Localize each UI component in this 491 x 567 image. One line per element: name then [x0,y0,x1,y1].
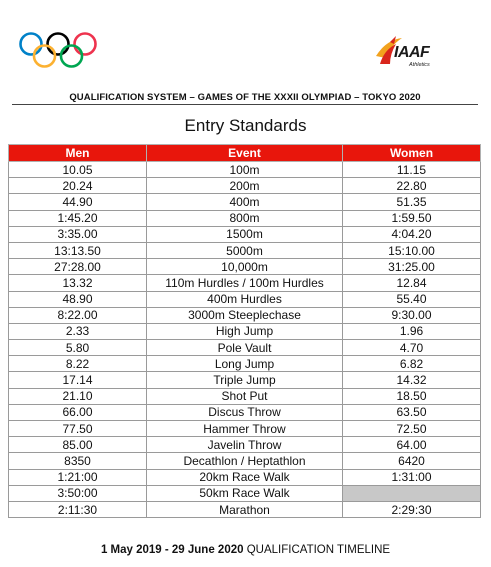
table-row [9,162,481,178]
event-name-cell: 50km Race Walk [147,485,343,501]
table-header-row [9,145,481,162]
qualification-heading-text: QUALIFICATION SYSTEM – GAMES OF THE XXXII OLYMPIAD – TOKYO 2020 [69,92,421,103]
men-standard-cell: 13.32 [9,275,147,291]
women-standard-cell: 64.00 [343,437,481,453]
men-standard-cell: 1:45.20 [9,210,147,226]
event-name-cell: 3000m Steeplechase [147,307,343,323]
column-header-men: Men [9,145,147,162]
men-standard-cell: 1:21:00 [9,469,147,485]
table-row [9,226,481,242]
women-standard-cell: 2:29:30 [343,501,481,517]
women-standard-cell: 1:59.50 [343,210,481,226]
women-standard-cell: 31:25.00 [343,259,481,275]
women-standard-cell: 18.50 [343,388,481,404]
men-standard-cell: 44.90 [9,194,147,210]
men-standard-cell: 2.33 [9,323,147,339]
table-row [9,291,481,307]
men-standard-cell: 21.10 [9,388,147,404]
men-standard-cell: 2:11:30 [9,501,147,517]
women-standard-cell: 63.50 [343,404,481,420]
men-standard-cell: 3:35.00 [9,226,147,242]
header-divider [12,104,478,105]
event-name-cell: 20km Race Walk [147,469,343,485]
women-standard-cell: 12.84 [343,275,481,291]
women-standard-cell: 4.70 [343,340,481,356]
event-name-cell: Discus Throw [147,404,343,420]
men-standard-cell: 48.90 [9,291,147,307]
event-name-cell: 110m Hurdles / 100m Hurdles [147,275,343,291]
event-name-cell: Pole Vault [147,340,343,356]
table-row [9,210,481,226]
page-title: Entry Standards [184,116,307,135]
event-name-cell: 800m [147,210,343,226]
event-name-cell: Hammer Throw [147,421,343,437]
table-row [9,340,481,356]
event-name-cell: 400m [147,194,343,210]
women-standard-cell: 1.96 [343,323,481,339]
column-header-women: Women [343,145,481,162]
column-header-event: Event [147,145,343,162]
table-row [9,437,481,453]
event-name-cell: 400m Hurdles [147,291,343,307]
women-standard-cell: 51.35 [343,194,481,210]
event-name-cell: Long Jump [147,356,343,372]
event-name-cell: Marathon [147,501,343,517]
table-row [9,242,481,258]
timeline-label: QUALIFICATION TIMELINE [243,544,391,556]
men-standard-cell: 8350 [9,453,147,469]
men-standard-cell: 85.00 [9,437,147,453]
iaaf-logo-subtext: Athletics [409,62,430,68]
women-standard-cell: 6.82 [343,356,481,372]
table-row [9,388,481,404]
table-row [9,501,481,517]
table-row [9,323,481,339]
table-row [9,485,481,501]
table-row [9,259,481,275]
event-name-cell: 10,000m [147,259,343,275]
women-standard-cell: 72.50 [343,421,481,437]
timeline-dates: 1 May 2019 - 29 June 2020 [100,544,244,556]
women-standard-cell: 1:31:00 [343,469,481,485]
men-standard-cell: 10.05 [9,162,147,178]
olympic-rings-logo [18,30,98,74]
event-name-cell: 5000m [147,242,343,258]
men-standard-cell: 5.80 [9,340,147,356]
women-standard-cell: 11.15 [343,162,481,178]
event-name-cell: Triple Jump [147,372,343,388]
women-standard-cell: 22.80 [343,178,481,194]
event-name-cell: Javelin Throw [147,437,343,453]
table-row [9,469,481,485]
men-standard-cell: 20.24 [9,178,147,194]
event-name-cell: Shot Put [147,388,343,404]
women-standard-cell: 15:10.00 [343,242,481,258]
table-row [9,372,481,388]
men-standard-cell: 27:28.00 [9,259,147,275]
women-standard-cell [343,485,481,501]
entry-standards-table [8,144,481,518]
women-standard-cell: 6420 [343,453,481,469]
men-standard-cell: 13:13.50 [9,242,147,258]
iaaf-logo-text: IAAF [394,44,430,61]
table-row [9,275,481,291]
table-row [9,356,481,372]
table-row [9,307,481,323]
event-name-cell: Decathlon / Heptathlon [147,453,343,469]
table-row [9,404,481,420]
event-name-cell: 200m [147,178,343,194]
event-name-cell: 100m [147,162,343,178]
table-row [9,194,481,210]
women-standard-cell: 9:30.00 [343,307,481,323]
men-standard-cell: 3:50:00 [9,485,147,501]
men-standard-cell: 66.00 [9,404,147,420]
table-row [9,178,481,194]
men-standard-cell: 77.50 [9,421,147,437]
women-standard-cell: 55.40 [343,291,481,307]
event-name-cell: 1500m [147,226,343,242]
men-standard-cell: 17.14 [9,372,147,388]
event-name-cell: High Jump [147,323,343,339]
women-standard-cell: 14.32 [343,372,481,388]
table-row [9,421,481,437]
women-standard-cell: 4:04.20 [343,226,481,242]
table-row [9,453,481,469]
qualification-system-heading [12,92,478,103]
men-standard-cell: 8:22.00 [9,307,147,323]
men-standard-cell: 8.22 [9,356,147,372]
qualification-timeline [0,544,491,556]
